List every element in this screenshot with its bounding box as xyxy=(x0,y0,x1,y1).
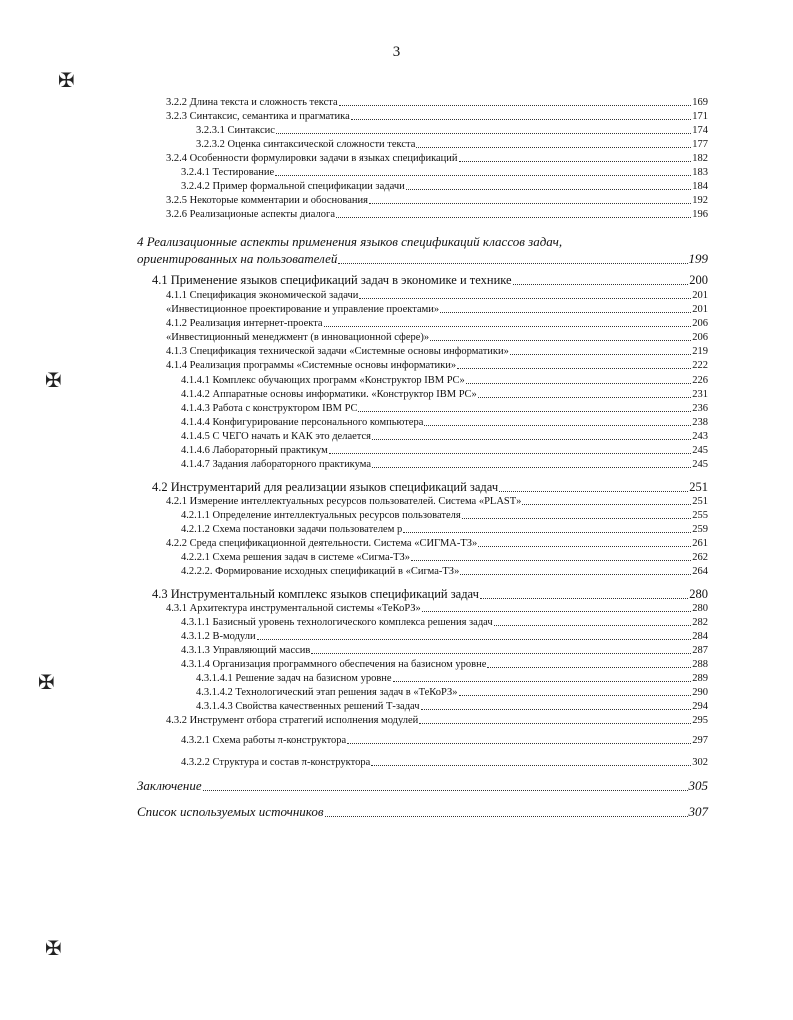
toc-leader xyxy=(457,368,691,369)
toc-entry[interactable] xyxy=(181,644,708,657)
toc-entry-title: 4.3.1.4.3 Свойства качественных решений Т-задач xyxy=(196,701,420,712)
toc-leader xyxy=(478,546,691,547)
toc-leader xyxy=(466,383,691,384)
toc-entry[interactable] xyxy=(166,331,708,344)
toc-entry[interactable] xyxy=(166,194,708,207)
toc-entry-title: 3.2.4 Особенности формулировки задачи в языках спецификаций xyxy=(166,153,458,164)
toc-entry-page: 206 xyxy=(692,332,708,343)
toc-entry-page: 297 xyxy=(692,735,708,746)
toc-entry-page: 201 xyxy=(692,290,708,301)
toc-leader xyxy=(339,105,692,106)
toc-entry-page: 262 xyxy=(692,552,708,563)
toc-leader xyxy=(403,532,691,533)
chapter-4-title[interactable]: 4 Реализационные аспекты применения языков спецификаций классов задач, xyxy=(137,234,563,249)
toc-entry-page: 169 xyxy=(692,97,708,108)
toc-entry[interactable] xyxy=(166,714,708,727)
toc-entry[interactable] xyxy=(166,110,708,123)
toc-entry[interactable] xyxy=(196,700,708,713)
toc-entry[interactable] xyxy=(166,317,708,330)
toc-leader xyxy=(372,439,691,440)
toc-leader xyxy=(257,639,692,640)
toc-entry-page: 201 xyxy=(692,304,708,315)
toc-entry-page: 183 xyxy=(692,167,708,178)
toc-entry-page: 174 xyxy=(692,125,708,136)
toc-entry[interactable] xyxy=(166,152,708,165)
toc-leader xyxy=(480,598,688,599)
toc-entry-title: 4.2.2.2. Формирование исходных спецификаций в «Сигма-ТЗ» xyxy=(181,566,460,577)
toc-entry-title: 4.1.2 Реализация интернет-проекта xyxy=(166,318,323,329)
toc-leader xyxy=(440,312,691,313)
toc-entry-page: 280 xyxy=(692,603,708,614)
toc-leader xyxy=(311,653,691,654)
toc-entry-title: ориентированных на пользователей xyxy=(137,251,338,266)
toc-entry-page: 289 xyxy=(692,673,708,684)
toc-leader xyxy=(419,723,691,724)
margin-mark-icon: ✠ xyxy=(45,368,62,392)
toc-entry-title: 3.2.3.1 Синтаксис xyxy=(196,125,275,136)
margin-mark-icon: ✠ xyxy=(38,670,55,694)
toc-entry-title: 4.1.4.3 Работа с конструктором IBM PC xyxy=(181,403,358,414)
toc-entry-page: 290 xyxy=(692,687,708,698)
toc-entry[interactable] xyxy=(152,272,708,288)
toc-entry-title: 4.3.2.1 Схема работы π-конструктора xyxy=(181,735,347,746)
toc-entry-page: 307 xyxy=(688,804,708,819)
toc-entry-page: 280 xyxy=(689,587,708,601)
toc-entry-page: 261 xyxy=(692,538,708,549)
toc-entry[interactable] xyxy=(196,124,708,137)
toc-entry[interactable] xyxy=(152,586,708,602)
toc-leader xyxy=(347,743,691,744)
toc-leader xyxy=(325,816,688,817)
page-number: 3 xyxy=(392,44,401,60)
toc-entry-page: 245 xyxy=(692,445,708,456)
toc-entry-title: 4.2.2.1 Схема решения задач в системе «Сигма-ТЗ» xyxy=(181,552,411,563)
margin-mark-icon: ✠ xyxy=(58,68,75,92)
toc-entry-title: 4.2.2 Среда спецификационной деятельности. Система «СИГМА-ТЗ» xyxy=(166,538,478,549)
toc-entry-title: Список используемых источников xyxy=(137,804,324,819)
toc-entry[interactable] xyxy=(181,458,708,471)
toc-leader xyxy=(358,411,691,412)
toc-entry-title: «Инвестиционный менеджмент (в инновационной сфере)» xyxy=(166,332,430,343)
toc-entry[interactable] xyxy=(196,138,708,151)
toc-entry[interactable] xyxy=(181,658,708,671)
toc-entry-page: 196 xyxy=(692,209,708,220)
toc-leader xyxy=(478,397,691,398)
toc-entry-page: 171 xyxy=(692,111,708,122)
toc-entry-title: 3.2.5 Некоторые комментарии и обоснования xyxy=(166,195,368,206)
toc-entry[interactable] xyxy=(166,345,708,358)
toc-entry[interactable] xyxy=(181,630,708,643)
toc-entry-page: 251 xyxy=(692,496,708,507)
toc-leader xyxy=(338,263,687,264)
toc-entry-title: 4.1.4.7 Задания лабораторного практикума xyxy=(181,459,371,470)
toc-entry[interactable] xyxy=(181,509,708,522)
toc-entry[interactable] xyxy=(181,734,708,747)
toc-entry-page: 302 xyxy=(692,757,708,768)
toc-leader xyxy=(499,491,688,492)
toc-entry-title: 4.3.1.1 Базисный уровень технологического комплекса решения задач xyxy=(181,617,493,628)
toc-leader xyxy=(510,354,691,355)
toc-leader xyxy=(462,518,692,519)
toc-entry-title: 4.1.4.1 Комплекс обучающих программ «Конструктор IBM PC» xyxy=(181,375,465,386)
toc-entry-page: 199 xyxy=(688,251,708,266)
toc-entry-page: 251 xyxy=(689,480,708,494)
toc-entry-title: 4.1.4.5 С ЧЕГО начать и КАК это делается xyxy=(181,431,371,442)
toc-leader xyxy=(411,560,691,561)
toc-entry[interactable] xyxy=(166,537,708,550)
toc-entry-page: 287 xyxy=(692,645,708,656)
toc-entry-page: 243 xyxy=(692,431,708,442)
toc-leader xyxy=(421,709,692,710)
toc-leader xyxy=(430,340,691,341)
toc-entry[interactable] xyxy=(181,416,708,429)
toc-leader xyxy=(513,284,689,285)
toc-leader xyxy=(351,119,692,120)
toc-entry[interactable] xyxy=(166,96,708,109)
toc-entry-page: 295 xyxy=(692,715,708,726)
toc-leader xyxy=(459,161,692,162)
toc-entry-title: 4.3.1.2 В-модули xyxy=(181,631,256,642)
toc-entry-page: 184 xyxy=(692,181,708,192)
toc-entry[interactable] xyxy=(196,686,708,699)
toc-entry[interactable] xyxy=(166,602,708,615)
toc-entry-title: 3.2.6 Реализационые аспекты диалога xyxy=(166,209,335,220)
toc-entry-page: 226 xyxy=(692,375,708,386)
toc-entry-title: 4.3.1.4.1 Решение задач на базисном уровне xyxy=(196,673,392,684)
toc-entry-title: 4.3.1.4 Организация программного обеспечения на базисном уровне xyxy=(181,659,487,670)
toc-entry[interactable] xyxy=(181,180,708,193)
toc-entry[interactable] xyxy=(137,250,708,267)
toc-entry-title: 4.1.1 Спецификация экономической задачи xyxy=(166,290,359,301)
toc-entry[interactable] xyxy=(181,444,708,457)
toc-entry-title: 3.2.2 Длина текста и сложность текста xyxy=(166,97,338,108)
toc-entry-title: 4.1.3 Спецификация технической задачи «Системные основы информатики» xyxy=(166,346,509,357)
toc-entry-title: 3.2.3 Синтаксис, семантика и прагматика xyxy=(166,111,350,122)
toc-leader xyxy=(522,504,691,505)
toc-entry-page: 231 xyxy=(692,389,708,400)
toc-leader xyxy=(276,133,691,134)
toc-entry-title: 4.2.1.1 Определение интеллектуальных ресурсов пользователя xyxy=(181,510,461,521)
toc-leader xyxy=(372,467,691,468)
toc-entry-title: 4.1.4.6 Лабораторный практикум xyxy=(181,445,328,456)
toc-leader xyxy=(203,790,688,791)
toc-entry-page: 222 xyxy=(692,360,708,371)
toc-entry-page: 206 xyxy=(692,318,708,329)
toc-entry-page: 200 xyxy=(689,273,708,287)
toc-entry-page: 264 xyxy=(692,566,708,577)
toc-entry-title: 4.1 Применение языков спецификаций задач в экономике и технике xyxy=(152,273,512,287)
toc-entry-page: 177 xyxy=(692,139,708,150)
toc-entry-title: 4.3.1.3 Управляющий массив xyxy=(181,645,311,656)
toc-leader xyxy=(393,681,692,682)
toc-entry-page: 236 xyxy=(692,403,708,414)
toc-entry-title: 4.1.4 Реализация программы «Системные основы информатики» xyxy=(166,360,457,371)
toc-entry-page: 245 xyxy=(692,459,708,470)
toc-entry-title: 4.3 Инструментальный комплекс языков спецификаций задач xyxy=(152,587,479,601)
toc-entry[interactable] xyxy=(181,430,708,443)
toc-entry-title: 3.2.4.2 Пример формальной спецификации задачи xyxy=(181,181,405,192)
toc-entry[interactable] xyxy=(181,616,708,629)
toc-entry[interactable] xyxy=(181,551,708,564)
toc-leader xyxy=(460,574,691,575)
toc-entry-title: 4.3.2.2 Структура и состав π-конструктора xyxy=(181,757,371,768)
toc-leader xyxy=(422,611,691,612)
toc-entry-page: 182 xyxy=(692,153,708,164)
toc-entry-title: 4.3.2 Инструмент отбора стратегий исполнения модулей xyxy=(166,715,419,726)
toc-leader xyxy=(487,667,691,668)
toc-entry-title: 3.2.3.2 Оценка синтаксической сложности текста xyxy=(196,139,416,150)
toc-entry[interactable] xyxy=(181,565,708,578)
toc-leader xyxy=(406,189,692,190)
toc-entry-page: 259 xyxy=(692,524,708,535)
toc-entry-page: 282 xyxy=(692,617,708,628)
toc-entry-page: 288 xyxy=(692,659,708,670)
toc-entry-page: 305 xyxy=(688,778,708,793)
toc-entry-page: 238 xyxy=(692,417,708,428)
toc-leader xyxy=(371,765,691,766)
toc-entry[interactable] xyxy=(196,672,708,685)
toc-entry[interactable] xyxy=(166,208,708,221)
toc-entry-title: 4.2.1.2 Схема постановки задачи пользователем p xyxy=(181,524,403,535)
toc-entry[interactable] xyxy=(166,289,708,302)
toc-entry-page: 294 xyxy=(692,701,708,712)
toc-leader xyxy=(369,203,691,204)
toc-entry-title: 4.1.4.2 Аппаратные основы информатики. «Конструктор IBM PC» xyxy=(181,389,477,400)
toc-entry[interactable] xyxy=(166,359,708,372)
toc-entry-title: 4.2 Инструментарий для реализации языков спецификаций задач xyxy=(152,480,499,494)
toc-entry-title: 4.1.4.4 Конфигурирование персонального компьютера xyxy=(181,417,424,428)
toc-entry-title: Заключение xyxy=(137,778,202,793)
toc-entry-page: 219 xyxy=(692,346,708,357)
toc-entry[interactable] xyxy=(181,402,708,415)
toc-entry[interactable] xyxy=(137,777,708,794)
toc-entry-page: 192 xyxy=(692,195,708,206)
toc-entry-title: «Инвестиционное проектирование и управление проектами» xyxy=(166,304,440,315)
toc-entry[interactable] xyxy=(137,803,708,820)
toc-entry[interactable] xyxy=(181,388,708,401)
toc-entry[interactable] xyxy=(166,303,708,316)
toc-leader xyxy=(359,298,691,299)
toc-entry[interactable] xyxy=(181,166,708,179)
toc-leader xyxy=(329,453,691,454)
toc-leader xyxy=(336,217,691,218)
toc-entry[interactable] xyxy=(166,495,708,508)
toc-entry-title: 4.2.1 Измерение интеллектуальных ресурсов пользователей. Система «PLAST» xyxy=(166,496,522,507)
toc-leader xyxy=(459,695,692,696)
toc-entry-page: 284 xyxy=(692,631,708,642)
toc-leader xyxy=(324,326,692,327)
toc-entry-title: 4.3.1 Архитектура инструментальной системы «ТеКоРЗ» xyxy=(166,603,421,614)
toc-entry-title: 3.2.4.1 Тестирование xyxy=(181,167,275,178)
toc-entry[interactable] xyxy=(181,523,708,536)
margin-mark-icon: ✠ xyxy=(45,936,62,960)
toc-entry[interactable] xyxy=(181,374,708,387)
toc-entry[interactable] xyxy=(152,479,708,495)
toc-leader xyxy=(416,147,691,148)
toc-leader xyxy=(424,425,691,426)
toc-leader xyxy=(494,625,692,626)
toc-entry[interactable] xyxy=(181,756,708,769)
toc-entry-title: 4.3.1.4.2 Технологический этап решения задач в «ТеКоРЗ» xyxy=(196,687,458,698)
toc-entry-page: 255 xyxy=(692,510,708,521)
toc-leader xyxy=(275,175,691,176)
